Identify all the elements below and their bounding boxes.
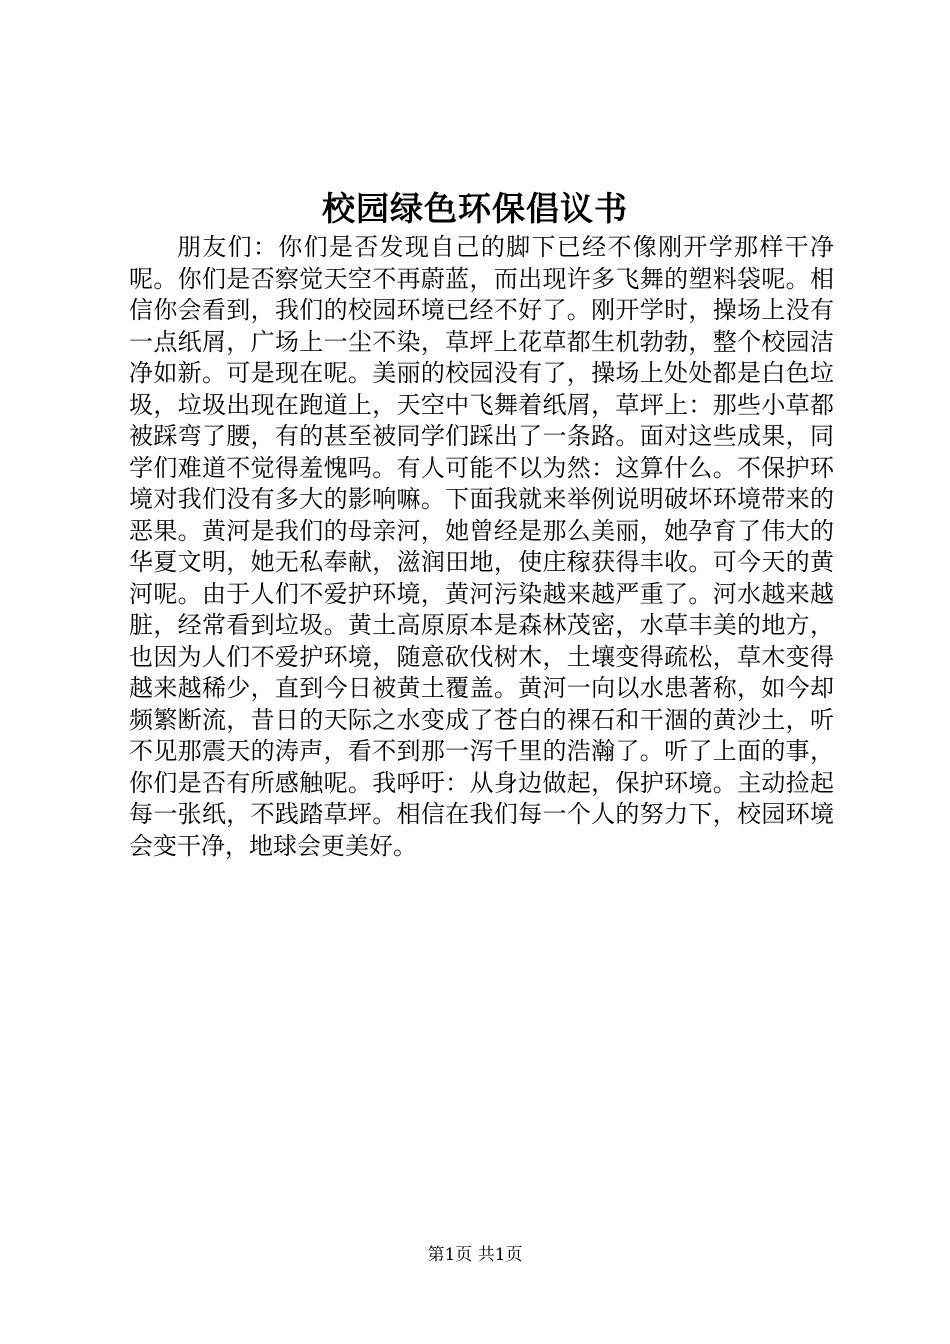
document-title: 校园绿色环保倡议书 [322,189,628,228]
body-paragraph: 朋友们：你们是否发现自己的脚下已经不像刚开学那样干净呢。你们是否察觉天空不再蔚蓝，而出现许多飞舞的塑料袋呢。相信你会看到，我们的校园环境已经不好了。刚开学时，操场上没有一点纸屑，广场上一尘不染，草坪上花草都生机勃勃，整个校园洁净如新。可是现在呢。美丽的校园没有了，操场上处处都是白色垃圾，垃圾出现在跑道上，天空中飞舞着纸屑，草坪上：那些小草都被踩弯了腰，有的甚至被同学们踩出了一条路。面对这些成果，同学们难道不觉得羞愧吗。有人可能不以为然：这算什么。不保护环境对我们没有多大的影响嘛。下面我就来举例说明破坏环境带来的恶果。黄河是我们的母亲河，她曾经是那么美丽，她孕育了伟大的华夏文明，她无私奉献，滋润田地，使庄稼获得丰收。可今天的黄河呢。由于人们不爱护环境，黄河污染越来越严重了。河水越来越脏，经常看到垃圾。黄土高原原本是森林茂密，水草丰美的地方，也因为人们不爱护环境，随意砍伐树木，土壤变得疏松，草木变得越来越稀少，直到今日被黄土覆盖。黄河一向以水患著称，如今却频繁断流，昔日的天际之水变成了苍白的裸石和干涸的黄沙土，听不见那震天的涛声，看不到那一泻千里的浩瀚了。听了上面的事，你们是否有所感触呢。我呼吁：从身边做起，保护环境。主动捡起每一张纸，不践踏草坪。相信在我们每一个人的努力下，校园环境会变干净，地球会更美好。 [129,233,834,860]
page-footer: 第1页 共1页 [427,1245,523,1265]
